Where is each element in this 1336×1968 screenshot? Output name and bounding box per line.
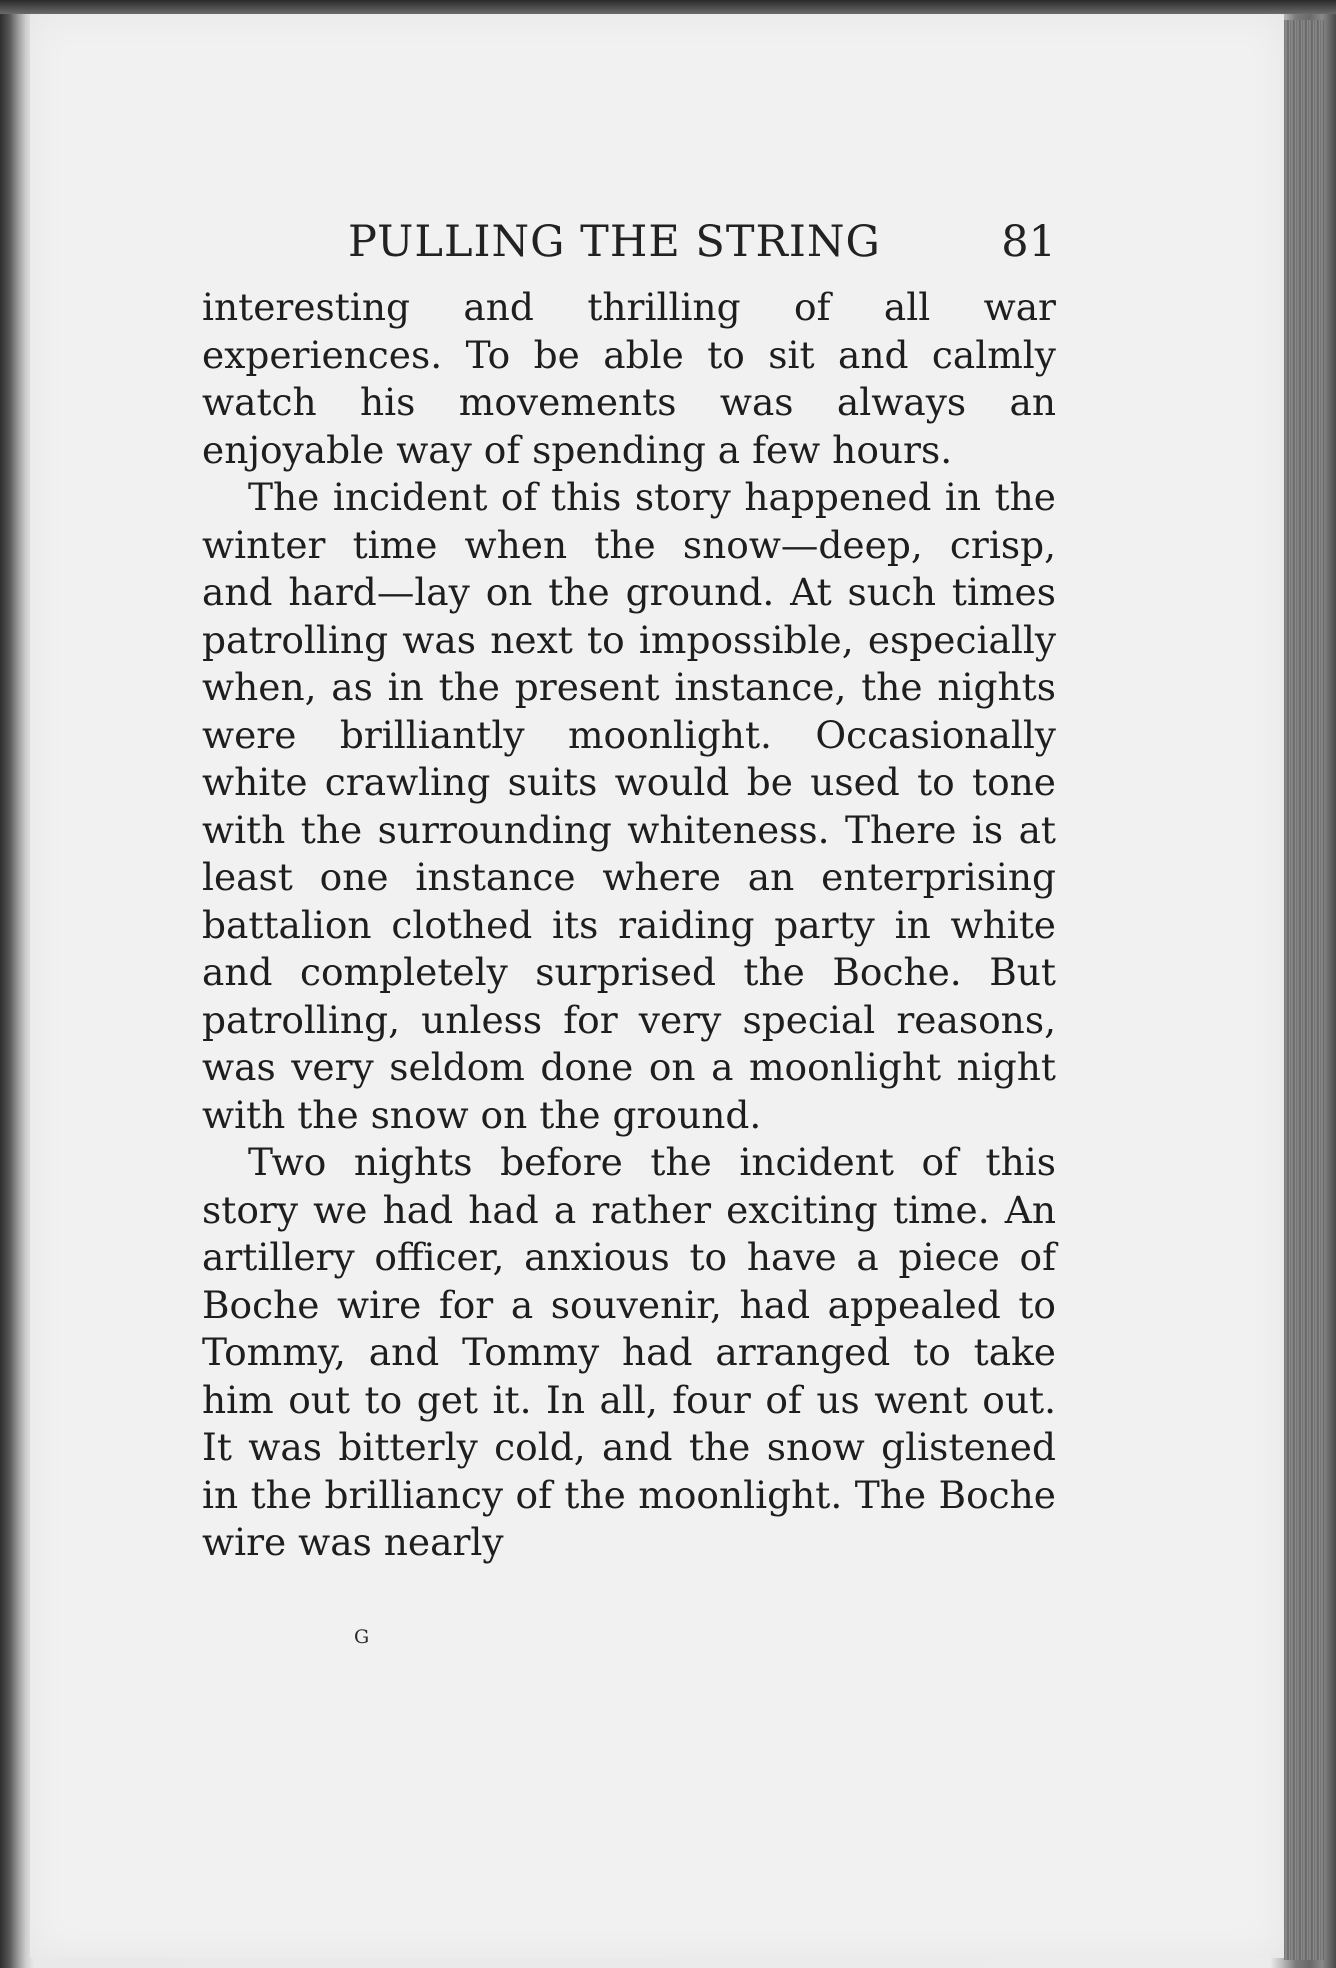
scan-top-edge [0, 0, 1336, 14]
signature-mark: G [354, 1626, 370, 1648]
paragraph-continued: interesting and thrilling of all war experiences. To be able to sit and calmly watch his movements was always an enjoyable way of spending a few hours. [202, 285, 1056, 472]
paragraph: The incident of this story happened in the winter time when the snow—deep, crisp, and hard—lay on the ground. At such times patrolling was next to impossible, especially when, as in the present instance, the nights were brilliantly moonlight. Occasionally white crawling suits would be used to tone with the surrounding whiteness. There is at least one instance where an enterprising battalion clothed its raiding party in white and completely surprised the Boche. But patrolling, unless for very special reasons, was very seldom done on a moonlight night with the snow on the ground. [202, 475, 1056, 1137]
page-edges [1284, 20, 1324, 1960]
running-head-title: PULLING THE STRING [348, 217, 881, 267]
running-head [202, 212, 1056, 272]
page-number: 81 [1001, 217, 1056, 267]
body-text [202, 284, 1056, 1567]
paragraph: Two nights before the incident of this story we had had a rather exciting time. An artillery officer, anxious to have a piece of Boche wire for a souvenir, had appealed to Tommy, and Tommy had arranged to take him out to get it. In all, four of us went out. It was bitterly cold, and the snow glistened in the brilliancy of the moonlight. The Boche wire was nearly [202, 1140, 1056, 1564]
